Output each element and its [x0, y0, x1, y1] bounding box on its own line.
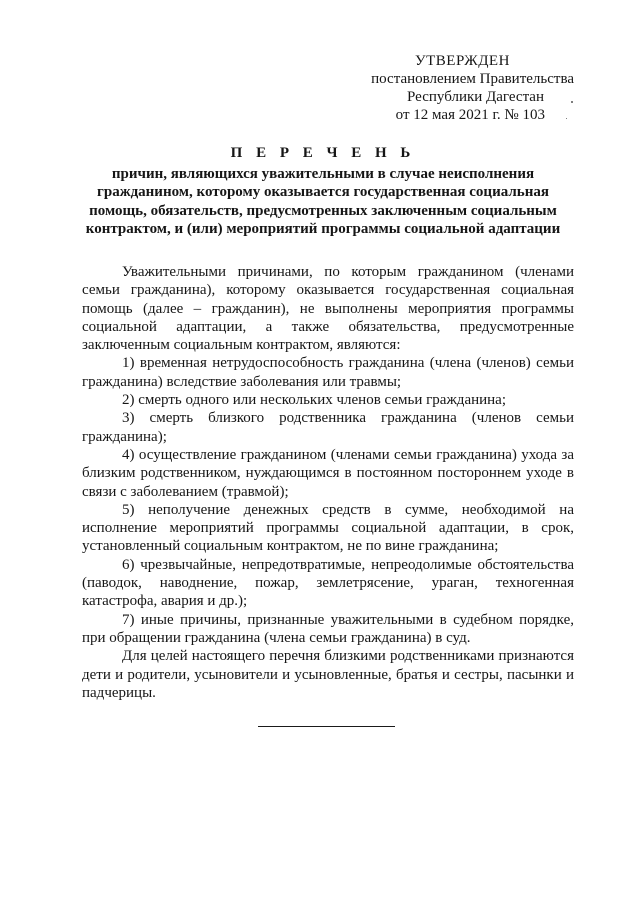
document-subtitle: причин, являющихся уважительными в случае неисполнения гражданином, которому оказывается государственная социальная помощь, обязательств, предусмотренных заключенным социальным контрактом, и (или) мероприятий программы социальной адаптации: [85, 165, 561, 237]
document-title: П Е Р Е Ч Е Н Ь: [230, 145, 416, 161]
approval-line-3: от 12 мая 2021 г. № 103: [395, 107, 545, 123]
closing-paragraph: Для целей настоящего перечня близкими родственниками признаются дети и родители, усыновители и усыновленные, братья и сестры, пасынки и падчерицы.: [82, 648, 574, 701]
list-item-5: 5) неполучение денежных средств в сумме, необходимой на исполнение мероприятий программы социальной адаптации, в срок, установленный социальным контрактом, не по вине гражданина;: [82, 501, 574, 555]
approval-title: УТВЕРЖДЕН: [415, 53, 510, 69]
list-item-7: 7) иные причины, признанные уважительными в судебном порядке, при обращении гражданина (члена семьи гражданина) в суд.: [82, 611, 574, 646]
scan-speck: [571, 101, 573, 103]
approval-line-1: постановлением Правительства: [371, 71, 574, 87]
list-item-2: 2) смерть одного или нескольких членов семьи гражданина;: [122, 392, 507, 409]
scan-speck: [566, 118, 567, 119]
list-item-6: 6) чрезвычайные, непредотвратимые, непреодолимые обстоятельства (паводок, наводнение, пожар, землетрясение, ураган, техногенная катастрофа, авария и др.);: [82, 556, 574, 610]
list-item-1: 1) временная нетрудоспособность гражданина (члена (членов) семьи гражданина) вследствие заболевания или травмы;: [82, 355, 574, 390]
end-divider: [258, 726, 395, 727]
intro-paragraph: Уважительными причинами, по которым гражданином (членами семьи гражданина), которому оказывается государственная социальная помощь (далее – гражданин), не выполнены мероприятия программы социальной адаптации, а также обязательства, предусмотренные заключенным социальным контрактом, являются:: [82, 264, 574, 354]
list-item-3: 3) смерть близкого родственника гражданина (членов семьи гражданина);: [82, 410, 574, 445]
approval-line-2: Республики Дагестан: [407, 89, 544, 105]
approval-stamp: [360, 52, 580, 124]
document-body: [82, 263, 574, 702]
document-heading: [70, 144, 576, 239]
list-item-4: 4) осуществление гражданином (членами семьи гражданина) ухода за близким родственником, нуждающимся в постоянном постороннем уходе в связи с заболеванием (травмой);: [82, 446, 574, 500]
